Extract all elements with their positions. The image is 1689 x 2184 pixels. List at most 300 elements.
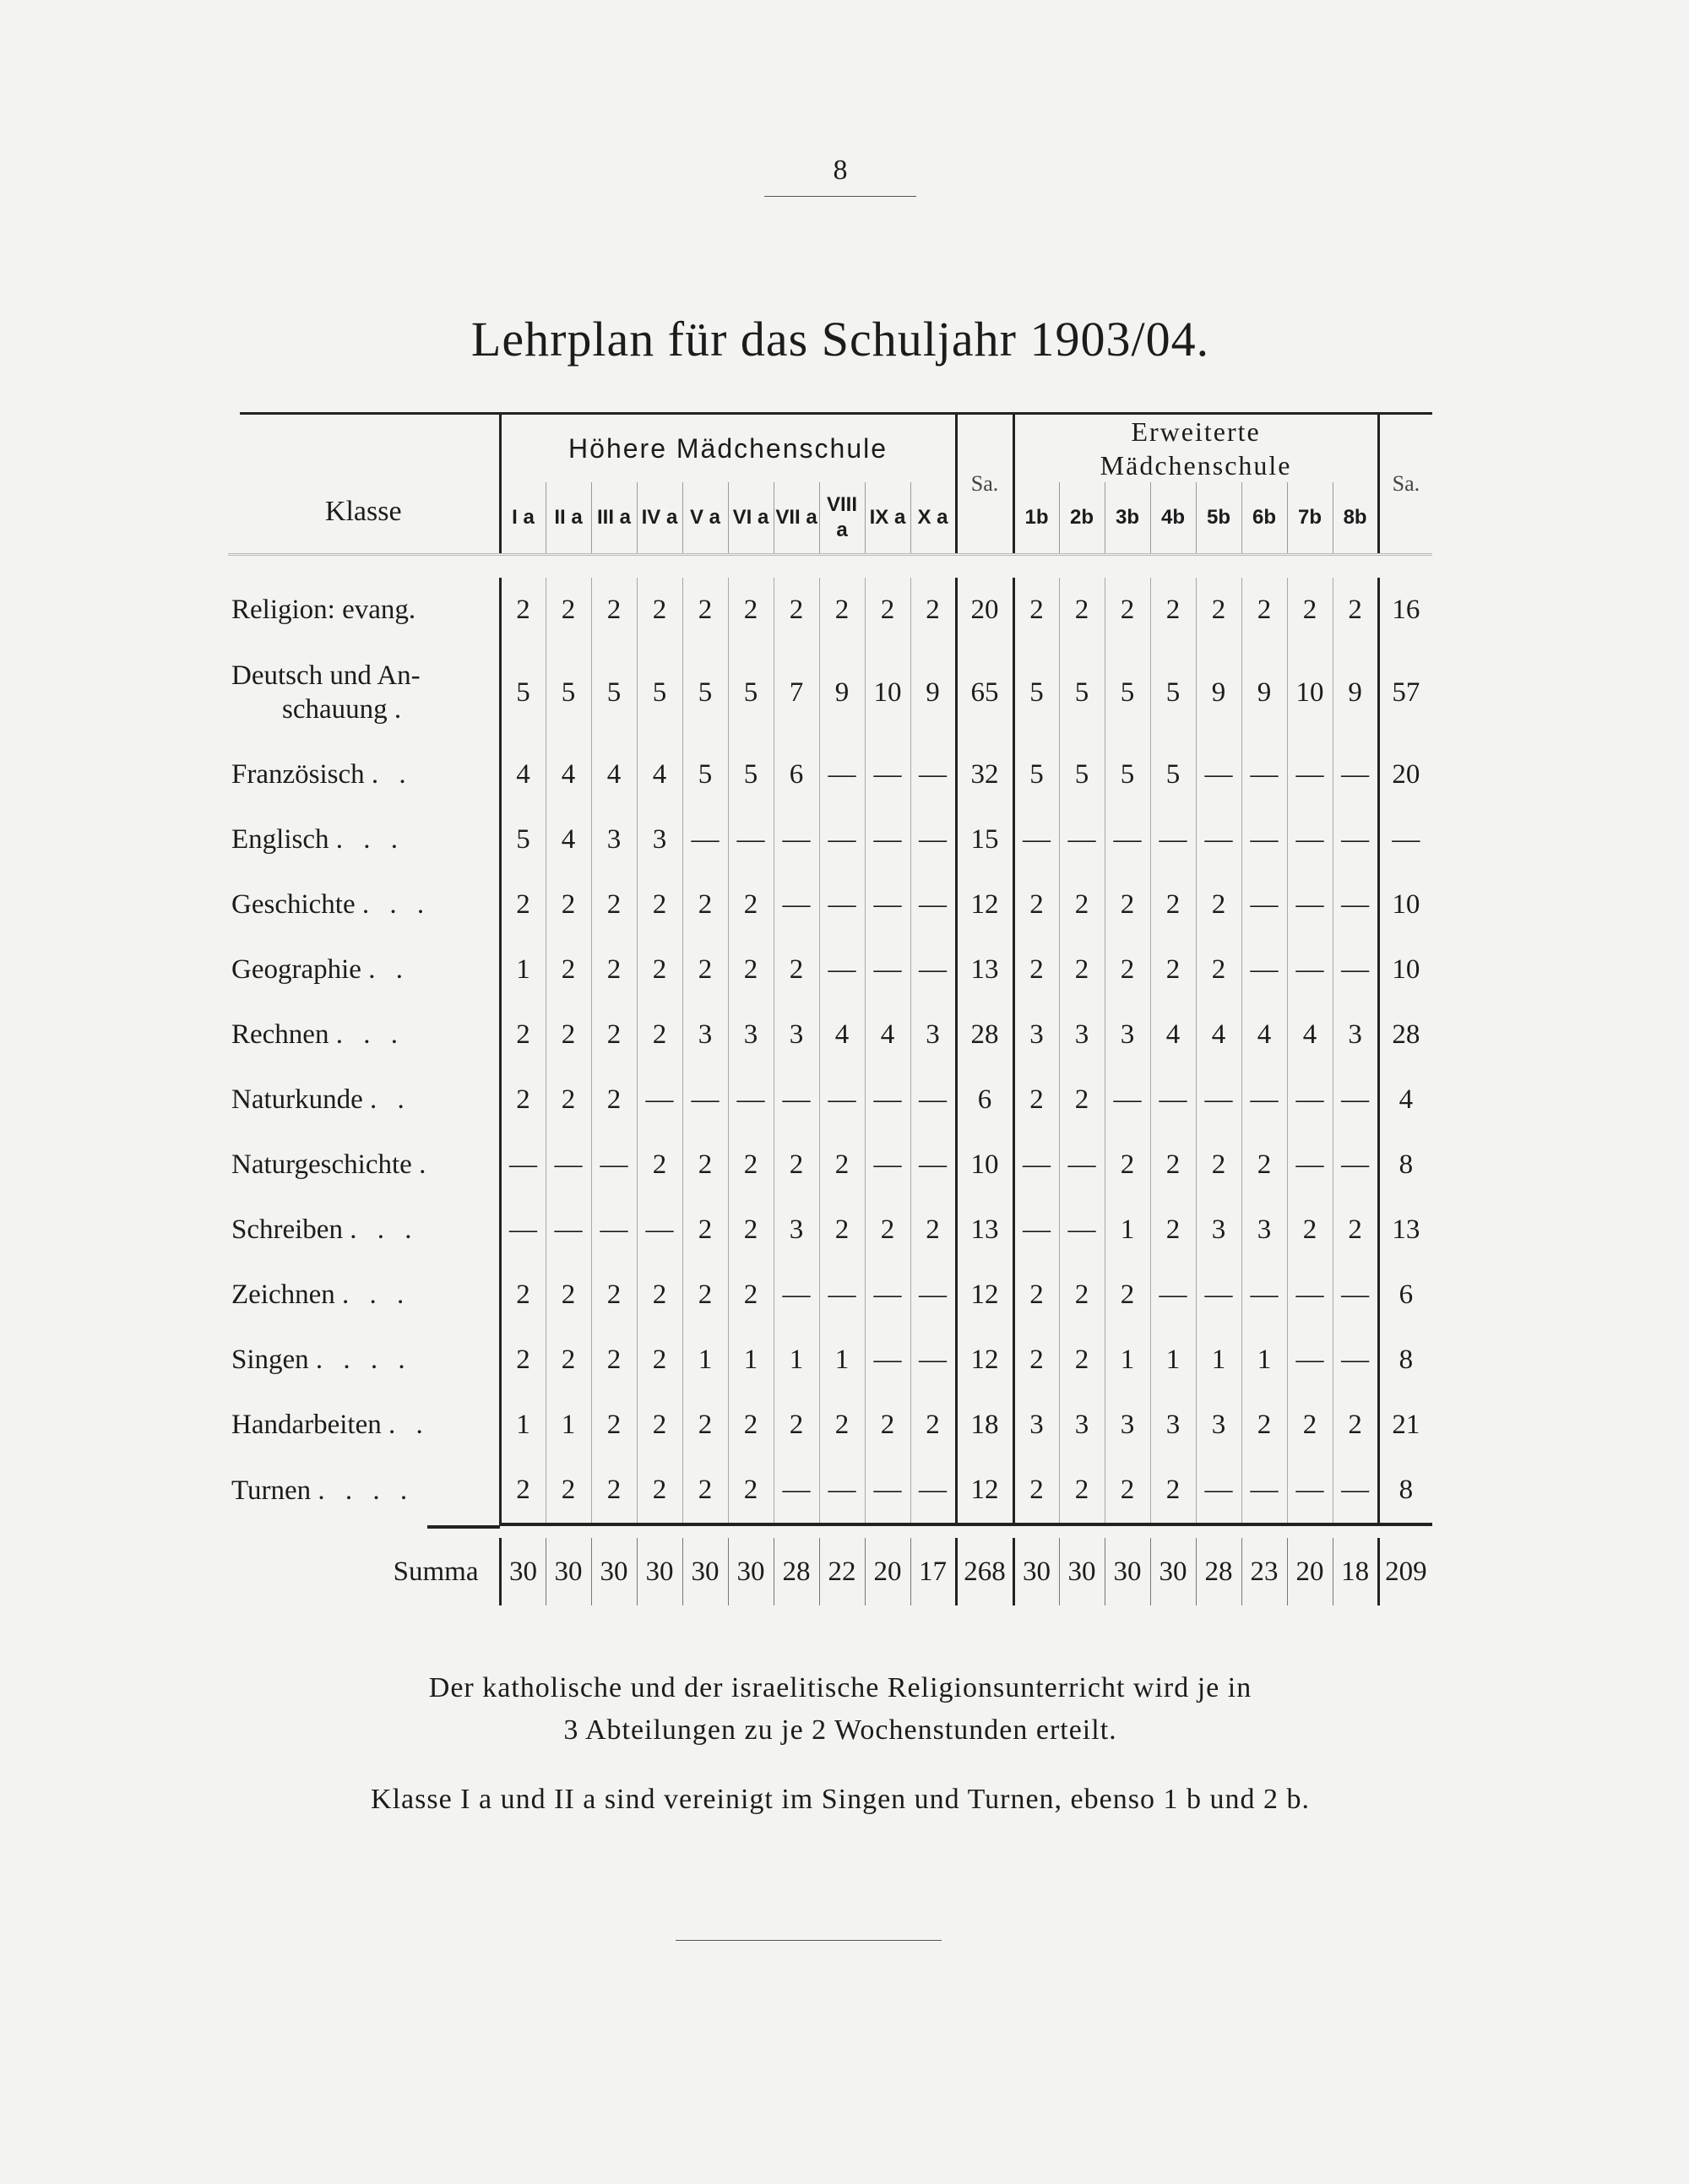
- table-cell: —: [1287, 1458, 1333, 1524]
- table-cell: —: [1013, 1133, 1059, 1198]
- table-cell: 2: [1150, 578, 1196, 643]
- subject-label: [228, 742, 500, 807]
- table-cell: 2: [728, 1393, 774, 1458]
- table-cell: —: [819, 937, 865, 1002]
- table-cell: —: [1150, 807, 1196, 872]
- table-cell: —: [1241, 872, 1287, 937]
- table-cell: 2: [774, 1133, 819, 1198]
- subject-label: [228, 1198, 500, 1263]
- summa-cell: 28: [774, 1538, 819, 1605]
- summa-total: 209: [1378, 1538, 1432, 1605]
- sum-cell: 13: [956, 937, 1013, 1002]
- table-cell: 2: [637, 872, 682, 937]
- table-cell: 2: [1333, 1393, 1378, 1458]
- header-separator-row: [228, 555, 1432, 579]
- table-cell: —: [819, 1458, 865, 1524]
- subject-text: Naturgeschichte: [231, 1149, 412, 1180]
- table-cell: 1: [728, 1328, 774, 1393]
- table-cell: —: [728, 807, 774, 872]
- leader-dots: .: [419, 1149, 433, 1180]
- class-header: III a: [591, 482, 637, 555]
- table-cell: 2: [546, 1068, 591, 1133]
- table-cell: 5: [637, 643, 682, 742]
- table-cell: 2: [1241, 1393, 1287, 1458]
- subject-text: Geschichte: [231, 889, 356, 920]
- table-cell: 2: [500, 1002, 546, 1068]
- summa-cell: 20: [1287, 1538, 1333, 1605]
- table-cell: 2: [1105, 578, 1150, 643]
- table-cell: 2: [1059, 1328, 1105, 1393]
- table-cell: 5: [1105, 742, 1150, 807]
- table-cell: 2: [774, 578, 819, 643]
- table-cell: —: [1150, 1068, 1196, 1133]
- table-cell: 2: [637, 1263, 682, 1328]
- table-cell: —: [819, 872, 865, 937]
- table-cell: —: [1196, 807, 1241, 872]
- table-cell: 2: [728, 578, 774, 643]
- table-cell: —: [1150, 1263, 1196, 1328]
- table-cell: —: [1241, 1068, 1287, 1133]
- summa-cell: 30: [546, 1538, 591, 1605]
- table-cell: 2: [728, 1133, 774, 1198]
- table-cell: —: [910, 1328, 956, 1393]
- table-cell: 4: [865, 1002, 910, 1068]
- subject-label: [228, 872, 500, 937]
- table-cell: —: [1059, 807, 1105, 872]
- group-header-row: [228, 415, 1432, 482]
- table-cell: 2: [637, 1133, 682, 1198]
- table-cell: —: [1241, 807, 1287, 872]
- table-cell: 4: [500, 742, 546, 807]
- table-cell: 2: [682, 872, 728, 937]
- leader-dots: . . . .: [315, 1345, 412, 1375]
- table-cell: 3: [1105, 1393, 1150, 1458]
- table-cell: —: [1105, 807, 1150, 872]
- table-cell: 5: [728, 643, 774, 742]
- table-cell: 2: [546, 1263, 591, 1328]
- table-cell: 3: [774, 1198, 819, 1263]
- table-cell: —: [910, 742, 956, 807]
- table-cell: 5: [682, 742, 728, 807]
- table-cell: 10: [1287, 643, 1333, 742]
- table-cell: —: [910, 1133, 956, 1198]
- table-cell: 2: [1150, 1198, 1196, 1263]
- table-cell: 2: [1013, 1068, 1059, 1133]
- summa-label: Summa: [393, 1556, 479, 1587]
- table-cell: 2: [1105, 1133, 1150, 1198]
- table-cell: —: [1241, 1263, 1287, 1328]
- table-cell: 4: [819, 1002, 865, 1068]
- table-cell: —: [728, 1068, 774, 1133]
- sum-cell: 12: [956, 1328, 1013, 1393]
- subject-line2: [231, 693, 499, 726]
- subject-label: [228, 1328, 500, 1393]
- table-cell: 2: [1059, 872, 1105, 937]
- table-cell: 2: [1150, 1133, 1196, 1198]
- table-cell: 2: [910, 578, 956, 643]
- summa-cell: 18: [1333, 1538, 1378, 1605]
- table-cell: 3: [1241, 1198, 1287, 1263]
- subject-text: Zeichnen: [231, 1279, 335, 1310]
- table-cell: —: [819, 807, 865, 872]
- table-cell: —: [1196, 1263, 1241, 1328]
- table-cell: 3: [1059, 1002, 1105, 1068]
- table-cell: —: [637, 1198, 682, 1263]
- table-cell: 2: [1105, 1263, 1150, 1328]
- subject-line2-text: schauung: [282, 694, 388, 725]
- table-cell: —: [1287, 937, 1333, 1002]
- table-cell: 2: [1059, 1458, 1105, 1524]
- table-cell: 2: [774, 937, 819, 1002]
- table-row: [228, 578, 1432, 643]
- table-cell: 2: [728, 872, 774, 937]
- sum-cell: 6: [1378, 1263, 1432, 1328]
- table-cell: 4: [1150, 1002, 1196, 1068]
- table-cell: 4: [1241, 1002, 1287, 1068]
- table-cell: 1: [1105, 1328, 1150, 1393]
- leader-dots: .: [394, 694, 409, 725]
- table-row: [228, 1198, 1432, 1263]
- sa1-header: Sa.: [956, 415, 1013, 555]
- table-cell: 9: [1196, 643, 1241, 742]
- table-cell: 2: [500, 1458, 546, 1524]
- table-row: [228, 1393, 1432, 1458]
- table-cell: 2: [682, 578, 728, 643]
- sum-cell: 10: [956, 1133, 1013, 1198]
- table-cell: 3: [1196, 1393, 1241, 1458]
- table-row: [228, 807, 1432, 872]
- subject-text: Englisch: [231, 824, 329, 855]
- summa-rule: [500, 1524, 1432, 1538]
- table-cell: —: [865, 1263, 910, 1328]
- table-cell: —: [865, 1068, 910, 1133]
- table-cell: 4: [591, 742, 637, 807]
- page-title: Lehrplan für das Schuljahr 1903/04.: [470, 312, 1210, 367]
- table-cell: 1: [500, 937, 546, 1002]
- leader-dots: . .: [371, 759, 413, 790]
- table-cell: 9: [819, 643, 865, 742]
- sum-cell: 28: [1378, 1002, 1432, 1068]
- table-cell: 2: [1105, 937, 1150, 1002]
- table-cell: 2: [1013, 578, 1059, 643]
- sum-cell: 13: [956, 1198, 1013, 1263]
- table-cell: 4: [637, 742, 682, 807]
- table-cell: 1: [1196, 1328, 1241, 1393]
- subject-text: Religion: evang.: [231, 595, 416, 625]
- table-cell: 2: [1105, 872, 1150, 937]
- table-cell: 3: [1105, 1002, 1150, 1068]
- subject-text: Singen: [231, 1345, 309, 1375]
- table-cell: 2: [819, 1133, 865, 1198]
- table-cell: 2: [1105, 1458, 1150, 1524]
- table-cell: 2: [910, 1393, 956, 1458]
- table-cell: 5: [591, 643, 637, 742]
- summa-cell: 17: [910, 1538, 956, 1605]
- table-cell: 2: [819, 578, 865, 643]
- sum-cell: 57: [1378, 643, 1432, 742]
- table-cell: —: [546, 1133, 591, 1198]
- table-cell: 1: [819, 1328, 865, 1393]
- table-cell: 6: [774, 742, 819, 807]
- leader-dots: . .: [388, 1410, 430, 1440]
- sum-cell: 10: [1378, 872, 1432, 937]
- table-cell: 2: [500, 1328, 546, 1393]
- group1-header: Höhere Mädchenschule: [500, 415, 956, 482]
- table-cell: —: [1196, 742, 1241, 807]
- table-cell: 5: [1059, 742, 1105, 807]
- leader-dots: . .: [368, 954, 410, 985]
- table-cell: —: [819, 1068, 865, 1133]
- table-cell: 2: [1059, 1263, 1105, 1328]
- sum-cell: 8: [1378, 1458, 1432, 1524]
- table-cell: —: [774, 1458, 819, 1524]
- table-cell: 2: [546, 1328, 591, 1393]
- subject-label: [228, 1133, 500, 1198]
- table-cell: —: [865, 742, 910, 807]
- class-header: X a: [910, 482, 956, 555]
- table-cell: —: [1333, 1068, 1378, 1133]
- subject-text: Geographie: [231, 954, 361, 985]
- table-cell: —: [1287, 742, 1333, 807]
- sum-cell: 32: [956, 742, 1013, 807]
- table-cell: 1: [546, 1393, 591, 1458]
- table-cell: 3: [910, 1002, 956, 1068]
- table-cell: 2: [728, 1263, 774, 1328]
- sum-cell: 21: [1378, 1393, 1432, 1458]
- table-cell: 2: [500, 872, 546, 937]
- table-cell: 2: [591, 1002, 637, 1068]
- sum-cell: —: [1378, 807, 1432, 872]
- class-header: 1b: [1013, 482, 1059, 555]
- header-separator: [228, 555, 1432, 579]
- table-cell: 9: [1241, 643, 1287, 742]
- class-header: 2b: [1059, 482, 1105, 555]
- table-cell: 2: [591, 1068, 637, 1133]
- leader-dots: . . .: [361, 889, 432, 920]
- table-cell: —: [1059, 1198, 1105, 1263]
- subject-text: Französisch: [231, 759, 365, 790]
- table-cell: 2: [591, 1328, 637, 1393]
- table-cell: 3: [1150, 1393, 1196, 1458]
- note-line2: 3 Abteilungen zu je 2 Wochenstunden erteilt.: [563, 1714, 1117, 1746]
- table-cell: —: [500, 1133, 546, 1198]
- table-cell: 1: [1105, 1198, 1150, 1263]
- table-cell: —: [1287, 872, 1333, 937]
- table-cell: 1: [774, 1328, 819, 1393]
- class-header: IV a: [637, 482, 682, 555]
- leader-dots: . . .: [335, 824, 405, 855]
- table-cell: —: [682, 1068, 728, 1133]
- summa-cell: 30: [500, 1538, 546, 1605]
- table-cell: —: [500, 1198, 546, 1263]
- summa-cell: 30: [728, 1538, 774, 1605]
- sa2-header: Sa.: [1378, 415, 1432, 555]
- table-cell: —: [865, 807, 910, 872]
- table-cell: 2: [774, 1393, 819, 1458]
- summa-cell: 23: [1241, 1538, 1287, 1605]
- table-body: [228, 555, 1432, 1606]
- group2-header-line2: Mädchenschule: [1100, 450, 1292, 481]
- table-row: [228, 1133, 1432, 1198]
- table-cell: —: [910, 937, 956, 1002]
- table-cell: 2: [591, 1263, 637, 1328]
- summa-separator-lead: [228, 1524, 500, 1538]
- table-cell: 2: [1241, 1133, 1287, 1198]
- table-cell: 2: [865, 578, 910, 643]
- table-cell: 2: [865, 1393, 910, 1458]
- subject-label: [228, 1068, 500, 1133]
- leader-dots: . . .: [342, 1279, 411, 1310]
- table-row: [228, 1263, 1432, 1328]
- subject-label: [228, 1002, 500, 1068]
- group2-header-line1: Erweiterte: [1131, 416, 1261, 447]
- page-number: 8: [833, 155, 848, 186]
- subject-label: [228, 1458, 500, 1524]
- class-header: 4b: [1150, 482, 1196, 555]
- table-cell: 1: [682, 1328, 728, 1393]
- table-cell: 2: [637, 1458, 682, 1524]
- sum-cell: 6: [956, 1068, 1013, 1133]
- curriculum-table-wrapper: [228, 412, 1432, 1605]
- table-cell: 2: [1287, 1198, 1333, 1263]
- table-cell: 3: [591, 807, 637, 872]
- table-cell: 2: [546, 578, 591, 643]
- table-cell: 2: [637, 578, 682, 643]
- table-row: [228, 1068, 1432, 1133]
- curriculum-table: [228, 415, 1432, 1605]
- subject-label: [228, 937, 500, 1002]
- note-line3: Klasse I a und II a sind vereinigt im Singen und Turnen, ebenso 1 b und 2 b.: [371, 1784, 1310, 1815]
- table-cell: —: [1333, 872, 1378, 937]
- table-cell: —: [1333, 1458, 1378, 1524]
- table-cell: 5: [682, 643, 728, 742]
- table-cell: 4: [546, 807, 591, 872]
- table-cell: 2: [637, 1002, 682, 1068]
- table-cell: 2: [1059, 1068, 1105, 1133]
- table-cell: 2: [591, 1458, 637, 1524]
- table-cell: 2: [728, 1198, 774, 1263]
- table-cell: 2: [728, 1458, 774, 1524]
- table-cell: 2: [910, 1198, 956, 1263]
- table-cell: 2: [546, 937, 591, 1002]
- summa-cell: 30: [1059, 1538, 1105, 1605]
- page-number-rule: [764, 196, 916, 197]
- table-cell: —: [910, 1068, 956, 1133]
- table-cell: 2: [591, 937, 637, 1002]
- table-cell: 2: [682, 1393, 728, 1458]
- class-header: 3b: [1105, 482, 1150, 555]
- subject-label: [228, 643, 500, 742]
- table-cell: 2: [1196, 578, 1241, 643]
- bottom-rule: [676, 1940, 942, 1941]
- summa-cell: 20: [865, 1538, 910, 1605]
- table-cell: 2: [546, 872, 591, 937]
- table-cell: 5: [1059, 643, 1105, 742]
- class-header: VIII a: [819, 482, 865, 555]
- table-cell: —: [637, 1068, 682, 1133]
- table-cell: 2: [500, 1068, 546, 1133]
- table-cell: —: [1333, 1263, 1378, 1328]
- summa-total: 268: [956, 1538, 1013, 1605]
- table-cell: 2: [546, 1458, 591, 1524]
- table-cell: 2: [865, 1198, 910, 1263]
- summa-cell: 30: [1150, 1538, 1196, 1605]
- group2-header: [1013, 415, 1378, 482]
- table-cell: —: [1196, 1458, 1241, 1524]
- subject-text: Turnen: [231, 1475, 312, 1506]
- table-cell: 2: [728, 937, 774, 1002]
- subject-label: [228, 1393, 500, 1458]
- sum-cell: 10: [1378, 937, 1432, 1002]
- summa-cell: 22: [819, 1538, 865, 1605]
- table-cell: 3: [1059, 1393, 1105, 1458]
- summa-row: [228, 1538, 1432, 1605]
- note-line1: Der katholische und der israelitische Religionsunterricht wird je in: [428, 1672, 1252, 1703]
- table-cell: 2: [1013, 872, 1059, 937]
- table-cell: 9: [1333, 643, 1378, 742]
- class-header: V a: [682, 482, 728, 555]
- summa-separator-row: [228, 1524, 1432, 1538]
- leader-dots: . .: [370, 1084, 411, 1115]
- sum-cell: 4: [1378, 1068, 1432, 1133]
- table-cell: —: [865, 937, 910, 1002]
- table-cell: —: [865, 1458, 910, 1524]
- table-cell: 5: [1105, 643, 1150, 742]
- summa-rule-start: [427, 1525, 500, 1537]
- sum-cell: 65: [956, 643, 1013, 742]
- table-cell: —: [910, 1458, 956, 1524]
- class-header: VI a: [728, 482, 774, 555]
- table-cell: —: [591, 1198, 637, 1263]
- table-cell: 10: [865, 643, 910, 742]
- table-cell: —: [819, 742, 865, 807]
- table-cell: 3: [682, 1002, 728, 1068]
- table-cell: 1: [1150, 1328, 1196, 1393]
- table-cell: —: [591, 1133, 637, 1198]
- table-cell: 5: [1013, 742, 1059, 807]
- table-row: [228, 643, 1432, 742]
- class-header: VII a: [774, 482, 819, 555]
- table-cell: 2: [682, 1133, 728, 1198]
- table-cell: 5: [1150, 742, 1196, 807]
- table-row: [228, 742, 1432, 807]
- table-cell: 2: [1241, 578, 1287, 643]
- table-cell: —: [910, 807, 956, 872]
- table-cell: 7: [774, 643, 819, 742]
- table-cell: —: [1333, 807, 1378, 872]
- table-row: [228, 937, 1432, 1002]
- subject-text: Handarbeiten: [231, 1410, 382, 1440]
- table-cell: —: [546, 1198, 591, 1263]
- subject-label: [228, 807, 500, 872]
- table-cell: —: [1013, 1198, 1059, 1263]
- table-cell: 3: [1013, 1002, 1059, 1068]
- summa-cell: 30: [682, 1538, 728, 1605]
- table-cell: 2: [1013, 1263, 1059, 1328]
- table-cell: 5: [728, 742, 774, 807]
- class-header: 7b: [1287, 482, 1333, 555]
- table-cell: 2: [682, 1198, 728, 1263]
- table-cell: —: [1287, 807, 1333, 872]
- summa-cell: 30: [1013, 1538, 1059, 1605]
- table-cell: —: [865, 1328, 910, 1393]
- table-cell: 2: [1333, 578, 1378, 643]
- table-cell: 3: [1196, 1198, 1241, 1263]
- table-cell: —: [1287, 1328, 1333, 1393]
- klasse-label: Klasse: [324, 496, 402, 527]
- table-cell: —: [1287, 1068, 1333, 1133]
- table-cell: —: [1059, 1133, 1105, 1198]
